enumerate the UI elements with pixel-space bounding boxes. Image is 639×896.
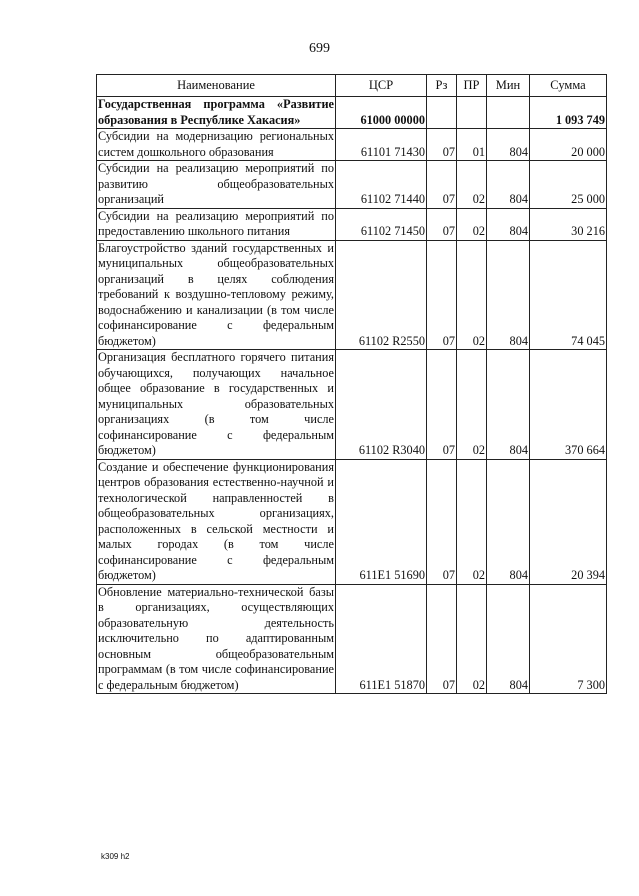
row-name: Организация бесплатного горячего питания обучающихся, получающих начальное общее образование в государственных и муниципальных образовательных организациях (в том числе софинансирование с федеральным бюджетом) — [98, 350, 334, 457]
row-min: 804 — [487, 129, 530, 161]
row-name: Создание и обеспечение функционирования центров образования естественно-научной и технологической направленностей в общеобразовательных организациях, расположенных в сельской местности и малых городах (в том числе софинансирование с федеральным бюджетом) — [98, 459, 334, 582]
row-rz: 07 — [427, 161, 457, 209]
row-csr: 61101 71430 — [336, 129, 427, 161]
row-min: 804 — [487, 350, 530, 460]
row-name: Обновление материально-технической базы в организациях, осуществляющих образовательную деятельность исключительно по адаптированным основным общеобразовательным программам (в том числе софинансирование с федеральным бюджетом) — [98, 584, 334, 692]
row-sum: 30 216 — [530, 208, 607, 240]
row-pr: 02 — [457, 350, 487, 460]
header-min: Мин — [487, 75, 530, 97]
row-pr: 02 — [457, 208, 487, 240]
header-name: Наименование — [97, 75, 336, 97]
row-min: 804 — [487, 584, 530, 694]
table-row — [97, 129, 607, 161]
page-number: 699 — [309, 41, 330, 56]
table-row — [97, 161, 607, 209]
table-row — [97, 350, 607, 460]
row-sum: 25 000 — [530, 161, 607, 209]
footer-code: k309 h2 — [101, 852, 130, 861]
row-sum: 370 664 — [530, 350, 607, 460]
row-csr: 61102 71440 — [336, 161, 427, 209]
row-rz: 07 — [427, 459, 457, 584]
row-sum: 1 093 749 — [530, 97, 607, 129]
row-rz: 07 — [427, 584, 457, 694]
row-pr: 02 — [457, 584, 487, 694]
row-csr: 61000 00000 — [336, 97, 427, 129]
row-pr: 02 — [457, 459, 487, 584]
row-min: 804 — [487, 208, 530, 240]
row-csr: 61102 71450 — [336, 208, 427, 240]
table-row — [97, 584, 607, 694]
row-pr — [457, 97, 487, 129]
table-row — [97, 240, 607, 350]
row-csr: 611E1 51870 — [336, 584, 427, 694]
table-header-row — [97, 75, 607, 97]
row-min: 804 — [487, 240, 530, 350]
header-csr: ЦСР — [336, 75, 427, 97]
row-csr: 611E1 51690 — [336, 459, 427, 584]
table-row-program — [97, 97, 607, 129]
row-rz: 07 — [427, 129, 457, 161]
row-pr: 02 — [457, 161, 487, 209]
row-name: Субсидии на реализацию мероприятий по предоставлению школьного питания — [98, 208, 334, 238]
row-csr: 61102 R2550 — [336, 240, 427, 350]
row-sum: 20 000 — [530, 129, 607, 161]
table-row — [97, 459, 607, 584]
row-name: Субсидии на реализацию мероприятий по развитию общеобразовательных организаций — [98, 161, 334, 206]
row-name: Благоустройство зданий государственных и муниципальных общеобразовательных организаций в целях соблюдения требований к воздушно-тепловому режиму, водоснабжению и канализации (в том числе софинансирование с федеральным бюджетом) — [98, 240, 334, 348]
row-min — [487, 97, 530, 129]
row-sum: 20 394 — [530, 459, 607, 584]
row-min: 804 — [487, 161, 530, 209]
row-rz: 07 — [427, 240, 457, 350]
row-rz: 07 — [427, 208, 457, 240]
header-sum: Сумма — [530, 75, 607, 97]
row-rz: 07 — [427, 350, 457, 460]
row-name: Государственная программа «Развитие образования в Республике Хакасия» — [98, 97, 334, 127]
row-sum: 7 300 — [530, 584, 607, 694]
row-pr: 01 — [457, 129, 487, 161]
row-sum: 74 045 — [530, 240, 607, 350]
header-pr: ПР — [457, 75, 487, 97]
header-rz: Рз — [427, 75, 457, 97]
row-rz — [427, 97, 457, 129]
row-min: 804 — [487, 459, 530, 584]
row-name: Субсидии на модернизацию региональных систем дошкольного образования — [98, 129, 334, 159]
table-row — [97, 208, 607, 240]
row-csr: 61102 R3040 — [336, 350, 427, 460]
budget-table — [96, 74, 607, 694]
row-pr: 02 — [457, 240, 487, 350]
